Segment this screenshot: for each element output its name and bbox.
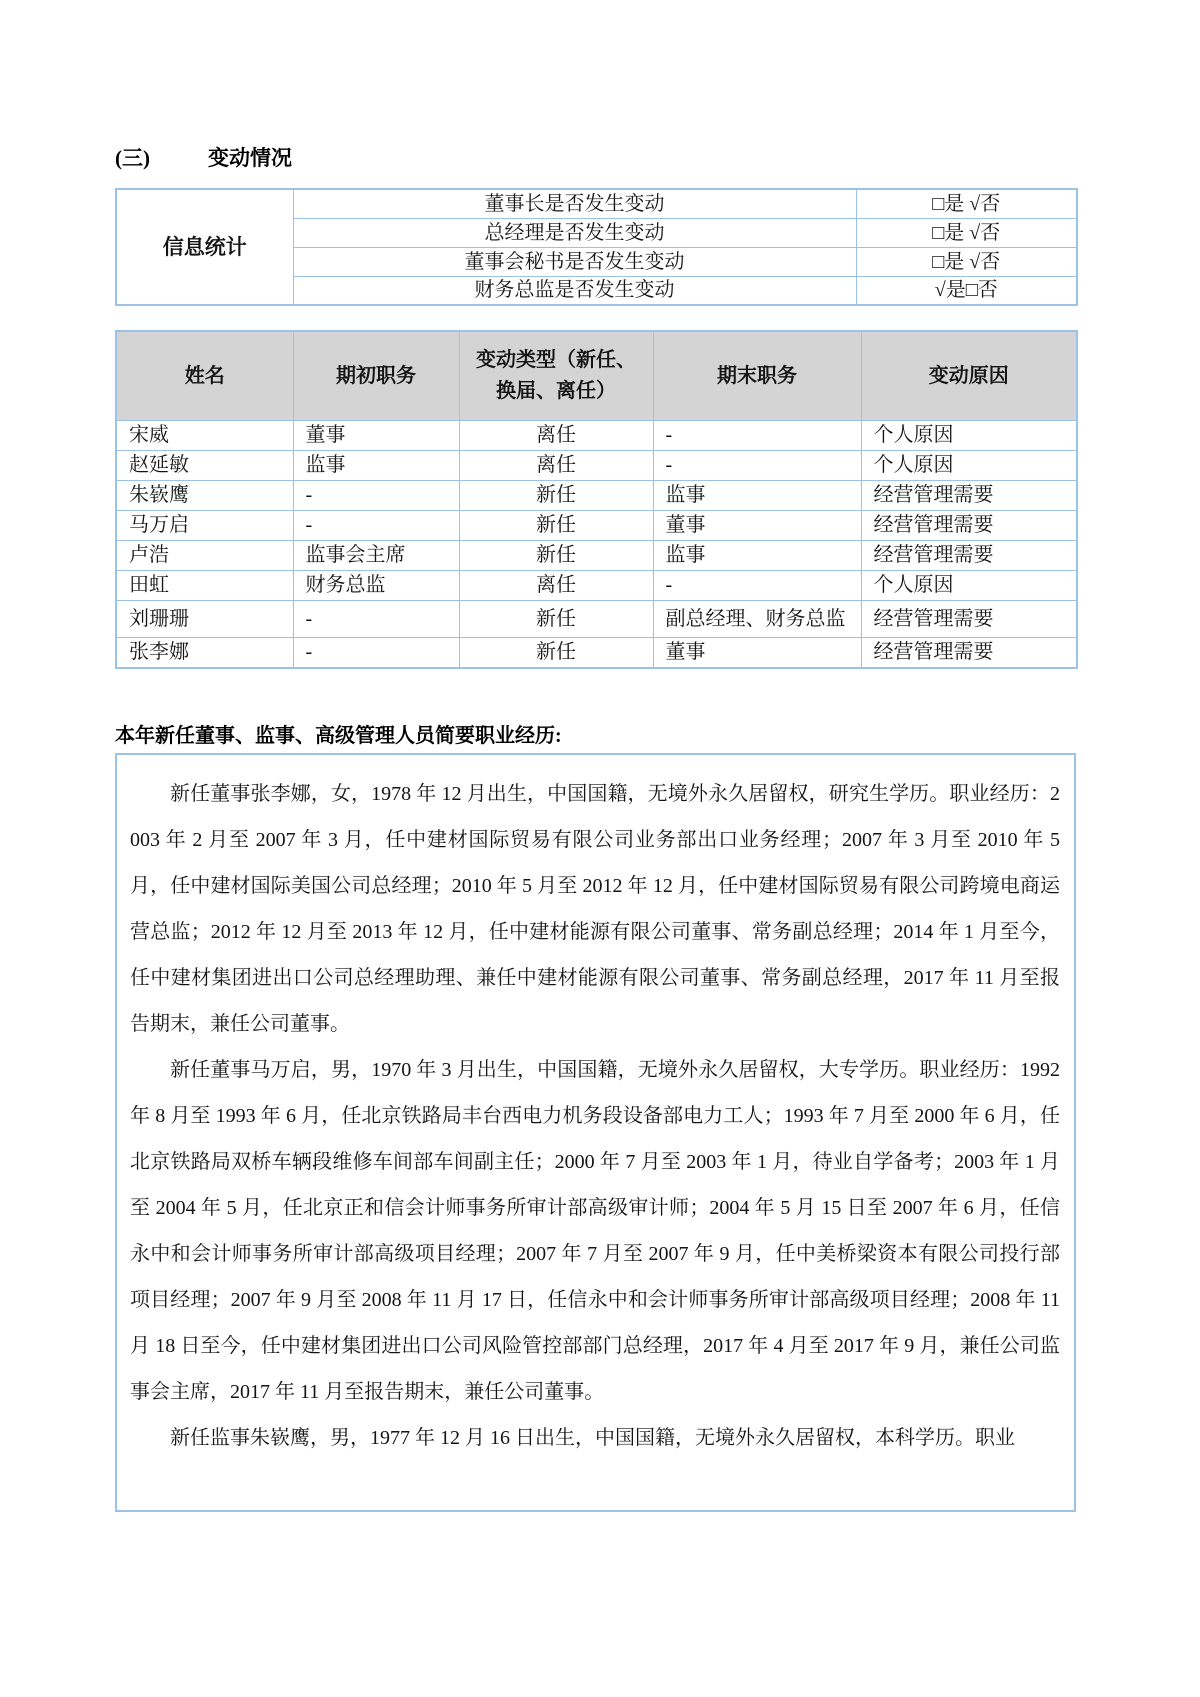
cell-reason: 经营管理需要	[861, 481, 1077, 511]
cell-end-position: 监事	[653, 541, 861, 571]
table-row	[116, 638, 1077, 669]
bio-paragraph: 新任董事张李娜，女，1978 年 12 月出生，中国国籍，无境外永久居留权，研究生学历。职业经历：2003 年 2 月至 2007 年 3 月，任中建材国际贸易有限公司业务部出口业务经理；2007 年 3 月至 2010 年 5 月，任中建材国际美国公司总经理；2010 年 5 月至 2012 年 12 月，任中建材国际贸易有限公司跨境电商运营总监；2012 年 12 月至 2013 年 12 月，任中建材能源有限公司董事、常务副总经理；2014 年 1 月至今，任中建材集团进出口公司总经理助理、兼任中建材能源有限公司董事、常务副总经理，2017 年 11 月至报告期末，兼任公司董事。	[130, 783, 1060, 1035]
cell-name: 张李娜	[116, 638, 293, 669]
table-row	[116, 541, 1077, 571]
stats-question: 董事会秘书是否发生变动	[293, 247, 856, 276]
cell-reason: 经营管理需要	[861, 541, 1077, 571]
cell-end-position: 副总经理、财务总监	[653, 601, 861, 638]
cell-change-type: 离任	[459, 451, 653, 481]
column-header-change-type: 变动类型（新任、换届、离任）	[459, 331, 653, 421]
cell-reason: 个人原因	[861, 451, 1077, 481]
cell-change-type: 新任	[459, 481, 653, 511]
cell-change-type: 离任	[459, 571, 653, 601]
cell-end-position: 监事	[653, 481, 861, 511]
table-row	[116, 481, 1077, 511]
stats-answer: □是 √否	[856, 189, 1077, 218]
stats-answer: □是 √否	[856, 247, 1077, 276]
column-header-end-position: 期末职务	[653, 331, 861, 421]
stats-answer: √是□否	[856, 276, 1077, 305]
bio-text-box	[115, 753, 1076, 1512]
cell-start-position: -	[293, 601, 459, 638]
cell-name: 赵延敏	[116, 451, 293, 481]
cell-reason: 经营管理需要	[861, 638, 1077, 669]
cell-start-position: 监事会主席	[293, 541, 459, 571]
column-header-start-position: 期初职务	[293, 331, 459, 421]
cell-change-type: 新任	[459, 601, 653, 638]
stats-question: 财务总监是否发生变动	[293, 276, 856, 305]
cell-start-position: 财务总监	[293, 571, 459, 601]
cell-start-position: 董事	[293, 421, 459, 451]
cell-change-type: 新任	[459, 638, 653, 669]
column-header-reason: 变动原因	[861, 331, 1077, 421]
bio-section-heading: 本年新任董事、监事、高级管理人员简要职业经历:	[115, 725, 562, 747]
cell-name: 马万启	[116, 511, 293, 541]
cell-start-position: 监事	[293, 451, 459, 481]
table-row	[116, 511, 1077, 541]
cell-end-position: 董事	[653, 638, 861, 669]
cell-change-type: 新任	[459, 541, 653, 571]
cell-end-position: -	[653, 571, 861, 601]
stats-question: 总经理是否发生变动	[293, 218, 856, 247]
cell-reason: 经营管理需要	[861, 601, 1077, 638]
table-row	[116, 601, 1077, 638]
stats-answer: □是 √否	[856, 218, 1077, 247]
cell-name: 朱嵚鹰	[116, 481, 293, 511]
table-row	[116, 451, 1077, 481]
info-stats-table	[115, 188, 1078, 306]
cell-name: 卢浩	[116, 541, 293, 571]
cell-end-position: -	[653, 421, 861, 451]
bio-paragraph: 新任董事马万启，男，1970 年 3 月出生，中国国籍，无境外永久居留权，大专学历。职业经历：1992 年 8 月至 1993 年 6 月，任北京铁路局丰台西电力机务段设备部电力工人；1993 年 7 月至 2000 年 6 月，任北京铁路局双桥车辆段维修车间部车间副主任；2000 年 7 月至 2003 年 1 月，待业自学备考；2003 年 1 月至 2004 年 5 月，任北京正和信会计师事务所审计部高级审计师；2004 年 5 月 15 日至 2007 年 6 月，任信永中和会计师事务所审计部高级项目经理；2007 年 7 月至 2007 年 9 月，任中美桥梁资本有限公司投行部项目经理；2007 年 9 月至 2008 年 11 月 17 日，任信永中和会计师事务所审计部高级项目经理；2008 年 11 月 18 日至今，任中建材集团进出口公司风险管控部部门总经理，2017 年 4 月至 2017 年 9 月，兼任公司监事会主席，2017 年 11 月至报告期末，兼任公司董事。	[130, 1059, 1060, 1403]
table-header-row	[116, 331, 1077, 421]
table-row	[116, 421, 1077, 451]
cell-name: 田虹	[116, 571, 293, 601]
cell-change-type: 离任	[459, 421, 653, 451]
personnel-change-table	[115, 330, 1078, 669]
cell-name: 刘珊珊	[116, 601, 293, 638]
column-header-name: 姓名	[116, 331, 293, 421]
cell-reason: 个人原因	[861, 421, 1077, 451]
bio-paragraph: 新任监事朱嵚鹰，男，1977 年 12 月 16 日出生，中国国籍，无境外永久居留权，本科学历。职业	[170, 1427, 1015, 1449]
section-heading	[115, 142, 292, 172]
table-row	[116, 571, 1077, 601]
cell-name: 宋威	[116, 421, 293, 451]
cell-change-type: 新任	[459, 511, 653, 541]
cell-start-position: -	[293, 481, 459, 511]
cell-end-position: -	[653, 451, 861, 481]
document-page	[115, 0, 1076, 1697]
cell-end-position: 董事	[653, 511, 861, 541]
section-title-text: 变动情况	[208, 146, 292, 170]
cell-start-position: -	[293, 511, 459, 541]
cell-reason: 经营管理需要	[861, 511, 1077, 541]
stats-row-header: 信息统计	[116, 189, 293, 305]
cell-reason: 个人原因	[861, 571, 1077, 601]
stats-question: 董事长是否发生变动	[293, 189, 856, 218]
table-row	[116, 189, 1077, 218]
cell-start-position: -	[293, 638, 459, 669]
section-number: (三)	[115, 146, 150, 170]
